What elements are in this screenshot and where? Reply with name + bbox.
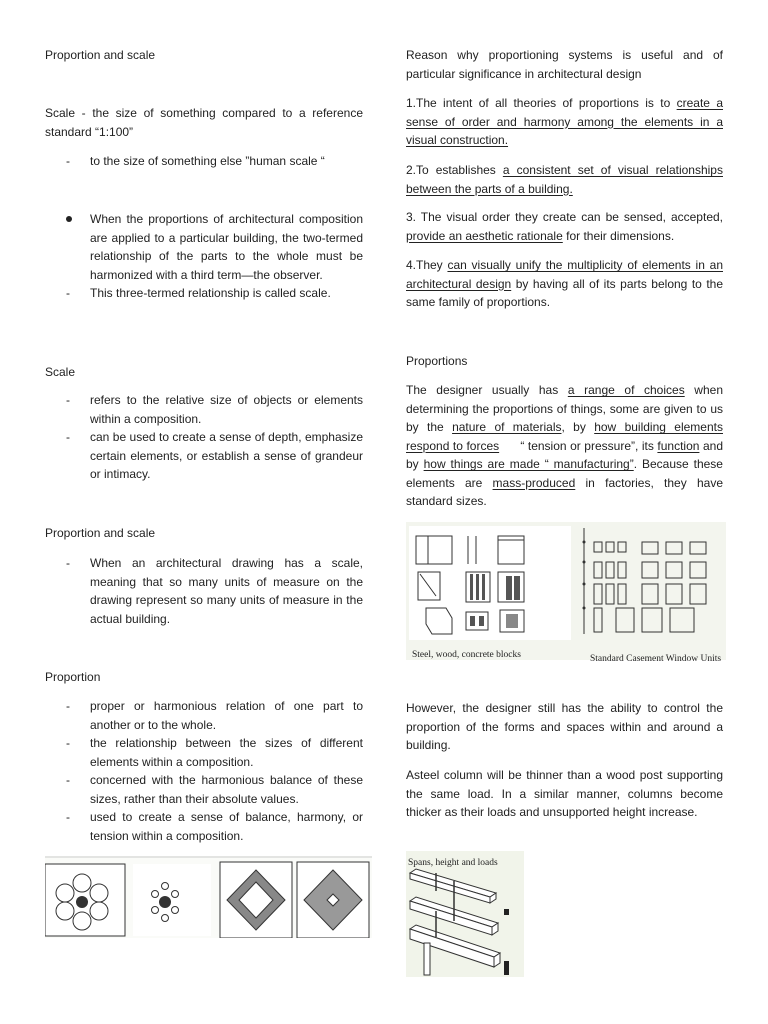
caption-materials: Steel, wood, concrete blocks <box>412 650 521 660</box>
scale-sub-list <box>45 152 363 171</box>
spans-figure <box>406 851 524 977</box>
caption-spans: Spans, height and loads <box>408 858 498 868</box>
heading-proportions: Proportions <box>406 354 468 368</box>
proportions-paragraph: The designer usually has a range of choices when determining the proportions of things, some are given to us by the nature of materials, by how building elements respond to forces “ tension or pressure”, its function and by how things are made “ manufacturing”. Because these elements are mass-produced in factories, they have standard sizes. <box>406 383 723 508</box>
bullet-icon <box>66 216 72 222</box>
list-item: - used to create a sense of balance, harmony, or tension within a composition. <box>66 810 363 843</box>
reason-4: 4.They can visually unify the multiplicity of elements in an architectural design by having all of its parts belong to the same family of proportions. <box>406 258 723 309</box>
list-item: - can be used to create a sense of depth, emphasize certain elements, or establish a sense of grandeur or intimacy. <box>66 430 363 481</box>
scale-definition: Scale - the size of something compared to a reference standard “1:100” <box>45 106 363 139</box>
list-item: - to the size of something else ”human scale “ <box>66 154 325 168</box>
list-item: - refers to the relative size of objects or elements within a composition. <box>66 393 363 426</box>
ps-list <box>45 554 363 628</box>
list-item: - This three-termed relationship is called scale. <box>66 286 331 300</box>
reason-intro: Reason why proportioning systems is useful and of particular significance in architectural design <box>406 48 723 81</box>
list-item: When the proportions of architectural composition are applied to a particular building, the two-termed relationship of the parts to the whole must be harmonized with a third term—the observer. <box>45 210 363 284</box>
scale-list <box>45 391 363 484</box>
heading-proportion-and-scale-2: Proportion and scale <box>45 526 156 540</box>
proportion-figure <box>45 856 372 938</box>
however-paragraph: However, the designer still has the ability to control the proportion of the forms and spaces within and around a building. <box>406 701 723 752</box>
reason-1: 1.The intent of all theories of proportions is to create a sense of order and harmony among the elements in a visual construction. <box>406 96 724 147</box>
heading-proportion: Proportion <box>45 670 101 684</box>
list-item: - When an architectural drawing has a scale, meaning that so many units of measure on the drawing represent so many units of measure in the actual building. <box>66 556 363 626</box>
circles-diamonds-diagram <box>45 856 372 938</box>
list-item: - proper or harmonious relation of one part to another or to the whole. <box>66 699 363 732</box>
list-item: - concerned with the harmonious balance of these sizes, rather than their absolute values. <box>66 773 363 806</box>
column-paragraph: Asteel column will be thinner than a wood post supporting the same load. In a similar manner, columns become thicker as their loads and unsupported height increase. <box>406 768 723 819</box>
heading-proportion-and-scale: Proportion and scale <box>45 48 156 62</box>
materials-windows-diagram <box>406 522 726 660</box>
heading-scale: Scale <box>45 365 76 379</box>
caption-windows: Standard Casement Window Units <box>590 654 722 664</box>
list-item: - the relationship between the sizes of different elements within a composition. <box>66 736 363 769</box>
proportion-list <box>45 697 363 845</box>
reason-3: 3. The visual order they create can be sensed, accepted, provide an aesthetic rationale for their dimensions. <box>406 210 723 243</box>
observer-list <box>45 210 363 303</box>
standard-sizes-figure <box>406 522 726 664</box>
reason-2: 2.To establishes a consistent set of visual relationships between the parts of a building. <box>406 163 723 196</box>
